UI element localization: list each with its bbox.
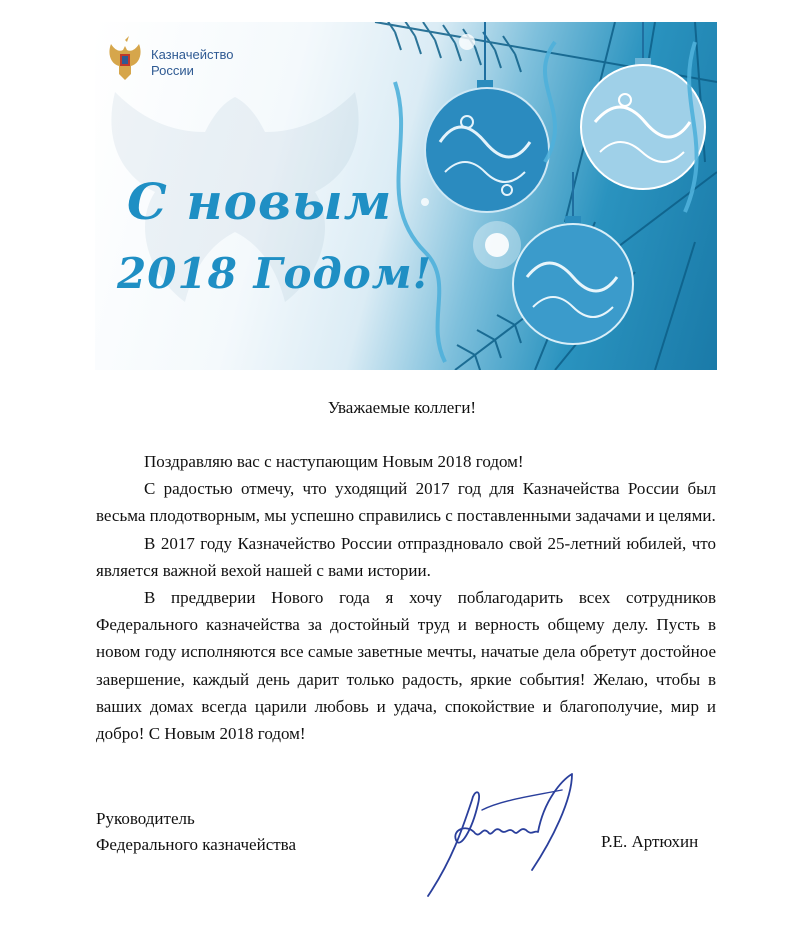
greeting-line-2: 2018 Годом!	[117, 249, 433, 298]
logo-line-2: России	[151, 63, 194, 78]
signer-title-line-1: Руководитель	[96, 809, 195, 828]
paragraph-4: В преддверии Нового года я хочу поблагодарить всех сотрудников Федерального казначейства за достойный труд и верность общему делу. Пусть в новом году исполняются все самые заветные мечты, начатые дела обретут достойное завершение, каждый день дарит только радость, яркие события! Желаю, чтобы в ваших домах всегда царили любовь и удача, спокойствие и благополучие, мир и добро! С Новым 2018 годом!	[96, 588, 716, 744]
greeting-line-1: С новым	[127, 172, 393, 231]
new-year-banner	[95, 22, 717, 370]
treasury-logo	[105, 34, 245, 84]
signer-title-line-2: Федерального казначейства	[96, 835, 297, 854]
paragraph-1: Поздравляю вас с наступающим Новым 2018 годом!	[144, 452, 524, 471]
letter-body	[96, 448, 716, 747]
double-headed-eagle-icon	[105, 34, 145, 82]
christmas-ornament	[513, 172, 633, 344]
greeting-title	[117, 172, 437, 302]
signer-name: Р.Е. Артюхин	[601, 832, 699, 851]
paragraph-3: В 2017 году Казначейство России отпраздновало свой 25-летний юбилей, что является важной вехой нашей с вами истории.	[96, 533, 716, 580]
handwritten-signature-icon	[422, 770, 582, 900]
christmas-ornament	[425, 22, 549, 212]
paragraph-2: С радостью отмечу, что уходящий 2017 год для Казначейства России был весьма плодотворным, мы успешно справились с поставленными задачами и целями.	[96, 479, 716, 526]
logo-line-1: Казначейство	[151, 47, 234, 62]
christmas-ornament	[581, 22, 705, 189]
salutation: Уважаемые коллеги!	[327, 398, 477, 417]
signer-title	[96, 806, 296, 858]
